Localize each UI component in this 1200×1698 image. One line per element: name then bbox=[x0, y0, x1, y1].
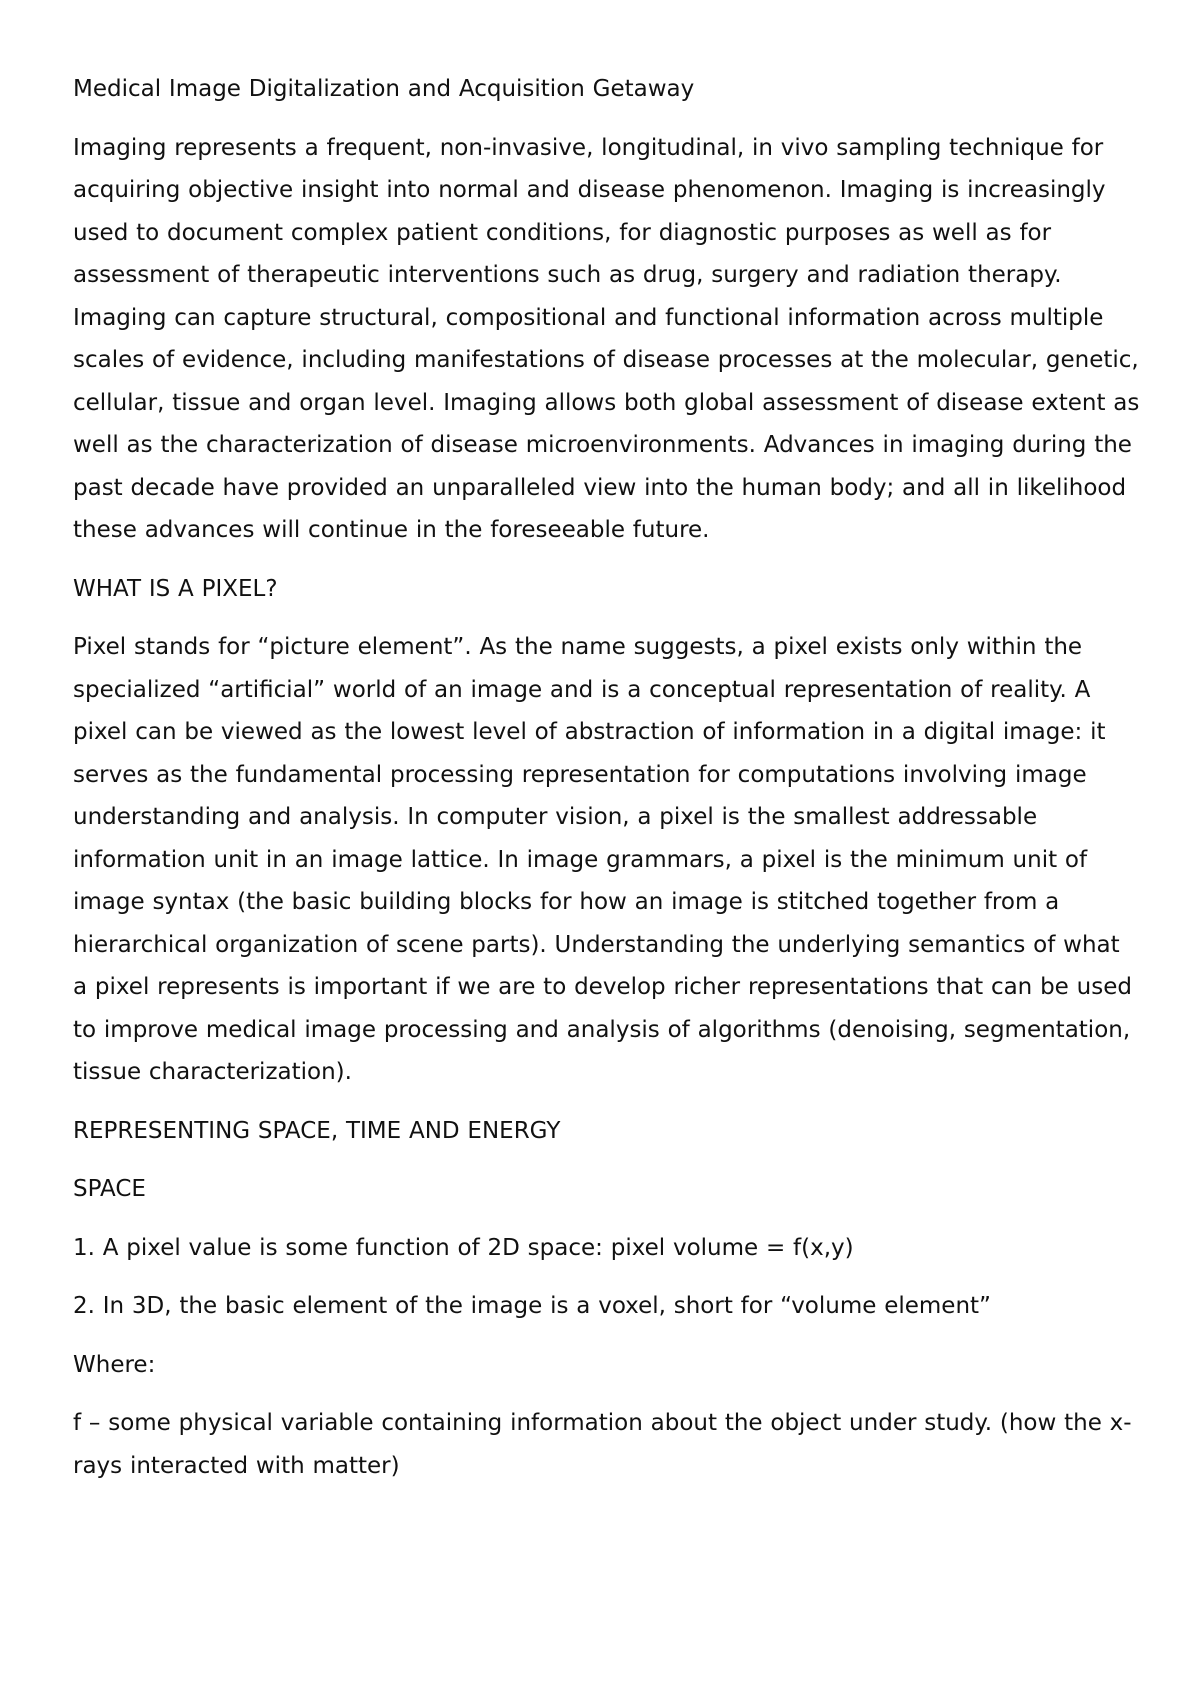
space-list-item-1: 1. A pixel value is some function of 2D space: pixel volume = f(x,y) bbox=[73, 1234, 854, 1261]
where-label: Where: bbox=[73, 1351, 156, 1378]
pixel-paragraph: Pixel stands for “picture element”. As the name suggests, a pixel exists only within the specialized “artificial” world of an image and is a conceptual representation of reality. A pixel can be viewed as the lowest level of abstraction of information in a digital image: it serves as the fundamental processing representation for computations involving image understanding and analysis. In computer vision, a pixel is the smallest addressable information unit in an image lattice. In image grammars, a pixel is the minimum unit of image syntax (the basic building blocks for how an image is stitched together from a hierarchical organization of scene parts). Understanding the underlying semantics of what a pixel represents is important if we are to develop richer representations that can be used to improve medical image processing and analysis of algorithms (denoising, segmentation, tissue characterization). bbox=[73, 634, 1132, 1085]
space-list-item-2: 2. In 3D, the basic element of the image is a voxel, short for “volume element” bbox=[73, 1293, 991, 1319]
intro-paragraph: Imaging represents a frequent, non-invasive, longitudinal, in vivo sampling technique for acquiring objective insight into normal and disease phenomenon. Imaging is increasingly used to document complex patient conditions, for diagnostic purposes as well as for assessment of therapeutic interventions such as drug, surgery and radiation therapy. Imaging can capture structural, compositional and functional information across multiple scales of evidence, including manifestations of disease processes at the molecular, genetic, cellular, tissue and organ level. Imaging allows both global assessment of disease extent as well as the characterization of disease microenvironments. Advances in imaging during the past decade have provided an unparalleled view into the human body; and all in likelihood these advances will continue in the foreseeable future. bbox=[73, 134, 1140, 543]
space-subheading: SPACE bbox=[73, 1176, 146, 1202]
document-title: Medical Image Digitalization and Acquisition Getaway bbox=[73, 76, 695, 102]
pixel-section-heading: WHAT IS A PIXEL? bbox=[73, 575, 278, 602]
f-definition: f – some physical variable containing information about the object under study. (how the x-rays interacted with matter) bbox=[73, 1410, 1132, 1479]
representing-section-heading: REPRESENTING SPACE, TIME AND ENERGY bbox=[73, 1117, 561, 1144]
